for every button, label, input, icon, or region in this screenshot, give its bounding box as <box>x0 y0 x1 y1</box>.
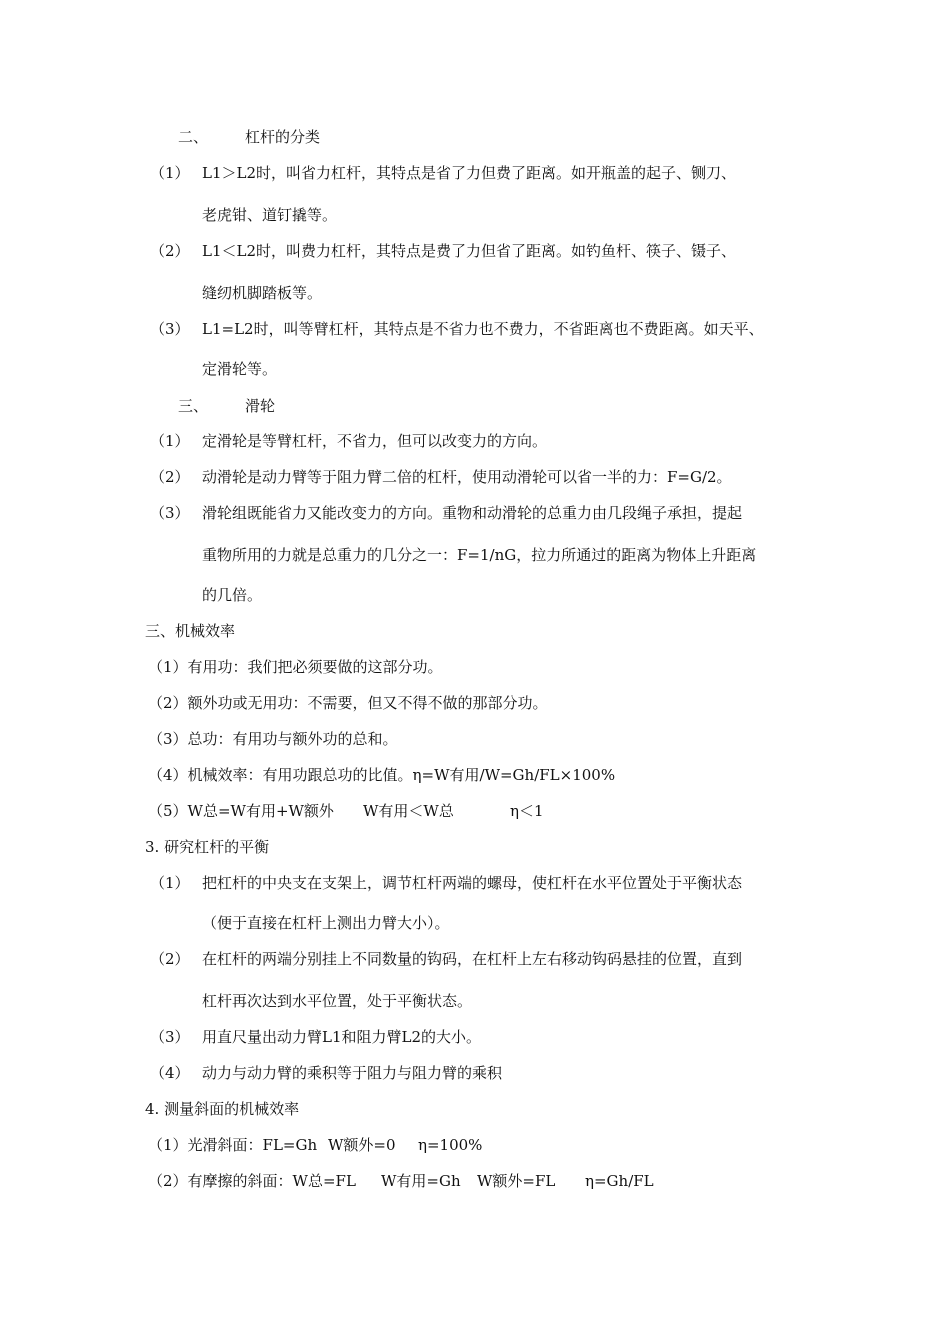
list-item: W有用＜W总 <box>363 802 454 820</box>
section-title: 三、机械效率 <box>145 622 236 640</box>
list-item: （5）W总=W有用+W额外 <box>148 802 334 820</box>
list-num: （1） <box>150 432 190 450</box>
list-num: （3） <box>150 320 190 338</box>
list-item: η=100% <box>418 1136 483 1154</box>
section-title: 3. 研究杠杆的平衡 <box>145 838 270 856</box>
list-text: L1＜L2时，叫费力杠杆，其特点是费了力但省了距离。如钓鱼杆、筷子、镊子、 <box>202 242 737 260</box>
section-title: 杠杆的分类 <box>245 128 321 146</box>
list-text: 动力与动力臂的乘积等于阻力与阻力臂的乘积 <box>202 1064 503 1082</box>
list-item: W额外=0 <box>328 1136 396 1154</box>
list-text: 滑轮组既能省力又能改变力的方向。重物和动滑轮的总重力由几段绳子承担，提起 <box>202 504 743 522</box>
list-item: W有用=Gh <box>381 1172 461 1190</box>
list-num: （2） <box>150 468 190 486</box>
list-num: （3） <box>150 504 190 522</box>
list-text: 定滑轮是等臂杠杆，不省力，但可以改变力的方向。 <box>202 432 548 450</box>
list-item: （1）有用功：我们把必须要做的这部分功。 <box>148 658 443 676</box>
list-num: （2） <box>150 242 190 260</box>
list-text: 把杠杆的中央支在支架上，调节杠杆两端的螺母，使杠杆在水平位置处于平衡状态 <box>202 874 743 892</box>
list-text: 在杠杆的两端分别挂上不同数量的钩码，在杠杆上左右移动钩码悬挂的位置，直到 <box>202 950 743 968</box>
section-num: 二、 <box>178 128 209 146</box>
list-text: 用直尺量出动力臂L1和阻力臂L2的大小。 <box>202 1028 482 1046</box>
list-text: 定滑轮等。 <box>202 360 278 378</box>
list-text: （便于直接在杠杆上测出力臂大小）。 <box>202 914 450 932</box>
list-item: （4）机械效率：有用功跟总功的比值。η=W有用/W=Gh/FL×100% <box>148 766 616 784</box>
list-text: 重物所用的力就是总重力的几分之一：F=1/nG，拉力所通过的距离为物体上升距离 <box>202 546 757 564</box>
section-num: 三、 <box>178 397 209 415</box>
list-item: η＜1 <box>510 802 544 820</box>
list-num: （1） <box>150 164 190 182</box>
section-title: 4. 测量斜面的机械效率 <box>145 1100 300 1118</box>
list-text: 动滑轮是动力臂等于阻力臂二倍的杠杆，使用动滑轮可以省一半的力：F=G/2。 <box>202 468 732 486</box>
list-num: （1） <box>150 874 190 892</box>
list-item: （1）光滑斜面：FL=Gh <box>148 1136 318 1154</box>
list-text: L1＞L2时，叫省力杠杆，其特点是省了力但费了距离。如开瓶盖的起子、铡刀、 <box>202 164 737 182</box>
list-num: （3） <box>150 1028 190 1046</box>
section-title: 滑轮 <box>245 397 276 415</box>
list-text: 的几倍。 <box>202 586 263 604</box>
list-num: （4） <box>150 1064 190 1082</box>
list-item: η=Gh/FL <box>585 1172 654 1190</box>
list-item: （3）总功：有用功与额外功的总和。 <box>148 730 398 748</box>
list-num: （2） <box>150 950 190 968</box>
list-text: 缝纫机脚踏板等。 <box>202 284 323 302</box>
list-text: 杠杆再次达到水平位置，处于平衡状态。 <box>202 992 473 1010</box>
list-text: L1=L2时，叫等臂杠杆，其特点是不省力也不费力，不省距离也不费距离。如天平、 <box>202 320 764 338</box>
list-item: （2）额外功或无用功：不需要，但又不得不做的那部分功。 <box>148 694 548 712</box>
list-item: W额外=FL <box>477 1172 556 1190</box>
list-text: 老虎钳、道钉撬等。 <box>202 206 338 224</box>
list-item: （2）有摩擦的斜面：W总=FL <box>148 1172 356 1190</box>
